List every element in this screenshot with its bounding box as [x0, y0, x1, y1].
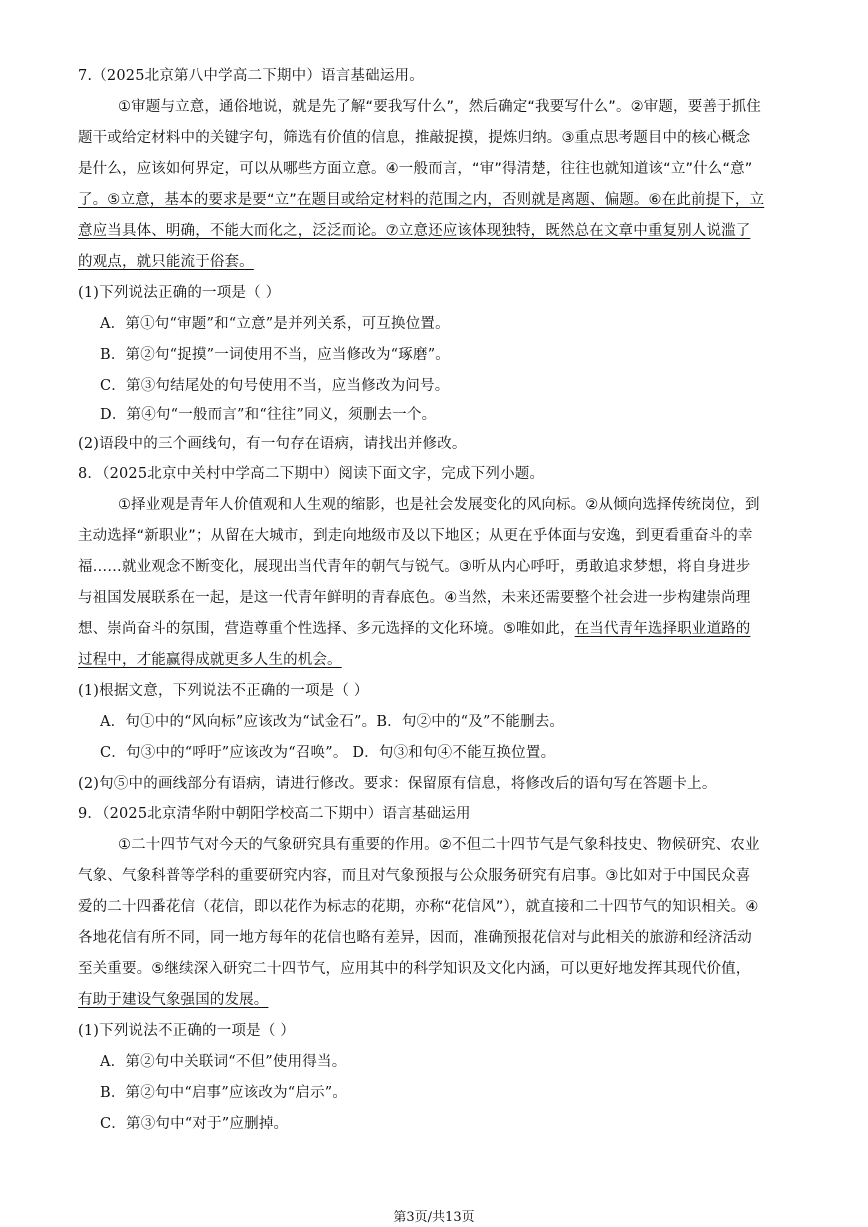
option-c: C．第③句结尾处的句号使用不当，应当修改为问号。 [100, 378, 450, 394]
passage-7-line: ①审题与立意，通俗地说，就是先了解“要我写什么”，然后确定“我要写什么”。②审题，要善于抓住 [118, 99, 761, 115]
option-b: B．第②句“捉摸”一词使用不当，应当修改为“琢磨”。 [100, 347, 451, 363]
question-8-2-stem: (2)句⑤中的画线部分有语病，请进行修改。要求：保留原有信息，将修改后的语句写在答题卡上。 [78, 776, 717, 792]
question-7-header: 7.（2025北京第八中学高二下期中）语言基础运用。 [78, 68, 424, 84]
underlined-sentence: 过程中，才能赢得成就更多人生的机会。 [78, 652, 342, 668]
passage-8-line: 福……就业观念不断变化，展现出当代青年的朝气与锐气。③听从内心呼吁，勇敢追求梦想，将自身进步 [78, 559, 751, 575]
question-8-1-stem: (1)根据文意，下列说法不正确的一项是（ ） [78, 683, 369, 699]
passage-9-line: 至关重要。⑤继续深入研究二十四节气，应用其中的科学知识及文化内涵，可以更好地发挥其现代价值， [78, 961, 751, 977]
underlined-sentence: 在当代青年选择职业道路的 [574, 621, 751, 637]
passage-7-line: 意应当具体、明确，不能大而化之，泛泛而论。⑦立意还应该体现独特，既然总在文章中重复别人说滥了 [78, 223, 751, 239]
passage-8-line: 主动选择“新职业”；从留在大城市，到走向地级市及以下地区；从更在乎体面与安逸，到更看重奋斗的幸 [78, 528, 753, 544]
option-d: D．第④句“一般而言”和“往往”同义，须删去一个。 [100, 407, 437, 423]
question-8-header: 8．（2025北京中关村中学高二下期中）阅读下面文字，完成下列小题。 [78, 466, 545, 482]
option-a-b: A．句①中的“风向标”应该改为“试金石”。B．句②中的“及”不能删去。 [100, 714, 565, 730]
passage-9-line: 各地花信有所不同，同一地方每年的花信也略有差异，因而，准确预报花信对与此相关的旅游和经济活动 [78, 930, 752, 946]
passage-8-line: 与祖国发展联系在一起，是这一代青年鲜明的青春底色。④当然，未来还需要整个社会进一步构建崇尚理 [78, 590, 751, 606]
option-c: C．第③句中“对于”应删掉。 [100, 1116, 289, 1132]
passage-9-line: 气象、气象科普等学科的重要研究内容，而且对气象预报与公众服务研究有启事。③比如对于中国民众喜 [78, 868, 751, 884]
underlined-sentence: 有助于建设气象强国的发展。 [78, 992, 269, 1008]
passage-9-line: ①二十四节气对今天的气象研究具有重要的作用。②不但二十四节气是气象科技史、物候研究、农业 [118, 837, 760, 853]
passage-8-line [78, 619, 750, 639]
question-7-2-stem: (2)语段中的三个画线句，有一句存在语病，请找出并修改。 [78, 436, 467, 452]
option-c-d: C．句③中的“呼吁”应该改为“召唤”。 D．句③和句④不能互换位置。 [100, 745, 556, 761]
option-a: A．第①句“审题”和“立意”是并列关系，可互换位置。 [100, 316, 450, 332]
page-number: 第3页/共13页 [393, 1210, 475, 1225]
passage-7-line: 题干或给定材料中的关键字句，筛选有价值的信息，推敲捉摸，提炼归纳。③重点思考题目中的核心概念 [78, 130, 751, 146]
option-a: A．第②句中关联词“不但”使用得当。 [100, 1054, 347, 1070]
passage-9-line: 爱的二十四番花信（花信，即以花作为标志的花期，亦称“花信风”），就直接和二十四节气的知识相关。④ [78, 899, 759, 915]
question-7-1-stem: (1)下列说法正确的一项是（ ） [78, 285, 281, 301]
question-9-header: 9．（2025北京清华附中朝阳学校高二下期中）语言基础运用 [78, 806, 471, 822]
passage-7-line: 是什么，应该如何界定，可以从哪些方面立意。④一般而言，“审”得清楚，往往也就知道该“立”什么“意” [78, 161, 753, 177]
option-b: B．第②句中“启事”应该改为“启示”。 [100, 1085, 348, 1101]
question-9-1-stem: (1)下列说法不正确的一项是（ ） [78, 1023, 296, 1039]
passage-8-line-text: 想、崇尚奋斗的氛围，营造尊重个性选择、多元选择的文化环境。⑤唯如此， [78, 621, 575, 637]
passage-7-line: 了。⑤立意，基本的要求是要“立”在题目或给定材料的范围之内，否则就是离题、偏题。⑥在此前提下，立 [78, 192, 765, 208]
passage-7-line: 的观点，就只能流于俗套。 [78, 254, 254, 270]
passage-8-line: ①择业观是青年人价值观和人生观的缩影，也是社会发展变化的风向标。②从倾向选择传统岗位，到 [118, 497, 760, 513]
